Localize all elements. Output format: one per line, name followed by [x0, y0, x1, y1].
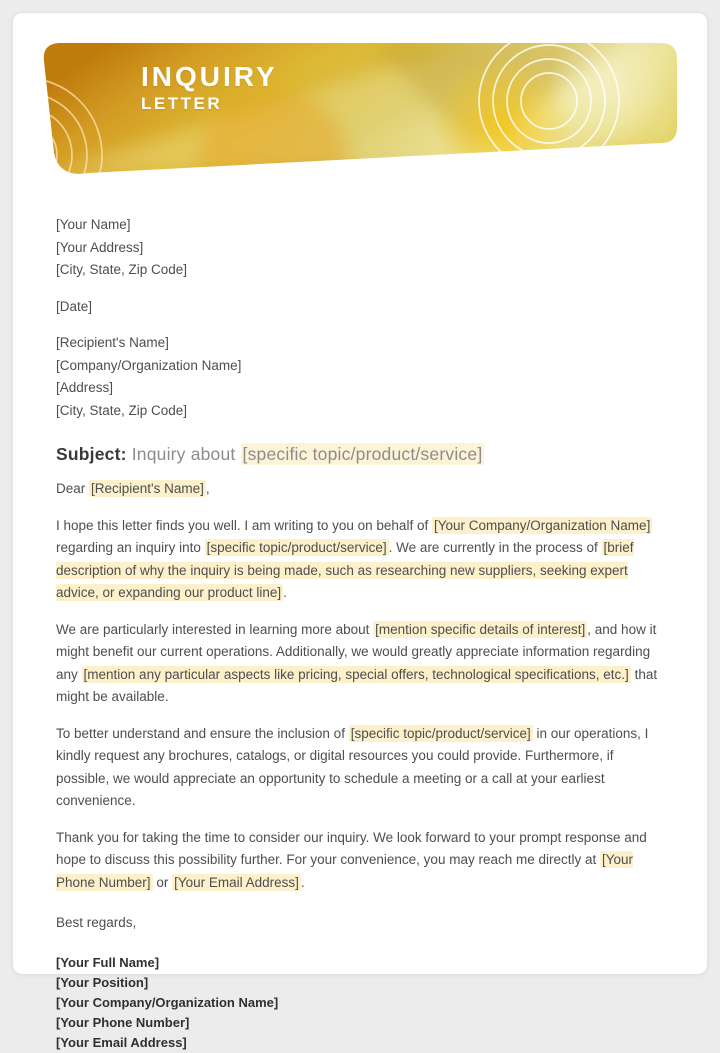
placeholder-highlight: [Recipient's Name] [91, 481, 204, 496]
text-segment: . [300, 874, 305, 890]
signature-line: [Your Company/Organization Name] [56, 994, 279, 1010]
recipient-address-line: [Recipient's Name] [56, 335, 169, 350]
signature-line: [Your Position] [56, 974, 149, 990]
placeholder-highlight: [Your Phone Number] [56, 852, 634, 890]
header-banner [43, 43, 677, 178]
banner-cream-blob [548, 25, 668, 145]
recipient-address-line: [Company/Organization Name] [56, 357, 242, 373]
text-segment: , and how it might benefit our current operations. Additionally, we would greatly appreciate information regarding any [56, 621, 657, 682]
text-segment: in our operations, I kindly request any brochures, catalogs, or digital resources you could provide. Furthermore, if possible, we would appreciate an opportunity to schedule a meeting or a call at your earliest convenience. [56, 725, 649, 808]
text-segment: Thank you for taking the time to consider our inquiry. We look forward to your prompt response and hope to discuss this possibility further. For your convenience, you may reach me directly at [56, 829, 647, 867]
text-segment: , [205, 481, 210, 496]
placeholder-highlight: [brief description of why the inquiry is being made, such as researching new suppliers, seeking expert advice, or expanding our product line] [56, 540, 634, 600]
sender-address-block [56, 214, 664, 282]
salutation [56, 478, 664, 501]
text-segment: Inquiry about [126, 444, 241, 464]
closing-line: Best regards, [56, 915, 137, 930]
placeholder-highlight: [specific topic/product/service] [242, 444, 483, 464]
placeholder-highlight: [Your Email Address] [174, 874, 299, 890]
subject-line [56, 444, 664, 465]
recipient-address-block [56, 332, 664, 422]
sender-address-line: [Your Name] [56, 217, 131, 232]
recipient-address-line: [Address] [56, 380, 114, 395]
placeholder-highlight: [specific topic/product/service] [206, 540, 387, 555]
paragraph-thanks [56, 827, 664, 895]
placeholder-highlight: [mention specific details of interest] [375, 621, 586, 637]
signature-line: [Your Phone Number] [56, 1014, 190, 1030]
header-banner-graphic [43, 43, 677, 178]
paragraph-interest [56, 619, 664, 709]
signature-block [56, 953, 664, 1053]
signature-line: [Your Email Address] [56, 1034, 187, 1050]
text-segment: regarding an inquiry into [56, 540, 205, 555]
letter-body [13, 178, 707, 1053]
sender-address-line: [City, State, Zip Code] [56, 262, 188, 277]
letter-page [12, 12, 708, 1050]
date-line: [Date] [56, 298, 93, 314]
subject-label: Subject: [56, 444, 127, 464]
header-subtitle: LETTER [141, 94, 223, 113]
text-segment: To better understand and ensure the inclusion of [56, 725, 349, 741]
placeholder-highlight: [Your Company/Organization Name] [433, 517, 651, 533]
text-segment: Dear [56, 481, 90, 496]
paragraph-request [56, 723, 664, 813]
text-segment: that might be available. [56, 666, 658, 704]
text-segment: or [152, 874, 173, 890]
text-segment: We are particularly interested in learning more about [56, 621, 374, 637]
sender-address-line: [Your Address] [56, 239, 144, 255]
placeholder-highlight: [mention any particular aspects like pricing, special offers, technological specifications, etc.] [83, 666, 629, 682]
text-segment: . [283, 585, 287, 600]
header-title-group [141, 63, 278, 112]
header-title: INQUIRY [141, 61, 278, 92]
text-segment: I hope this letter finds you well. I am writing to you on behalf of [56, 517, 432, 533]
placeholder-highlight: [specific topic/product/service] [350, 725, 531, 741]
paragraph-intro [56, 515, 664, 605]
recipient-address-line: [City, State, Zip Code] [56, 402, 188, 418]
text-segment: . We are currently in the process of [388, 540, 602, 555]
signature-line: [Your Full Name] [56, 954, 160, 970]
